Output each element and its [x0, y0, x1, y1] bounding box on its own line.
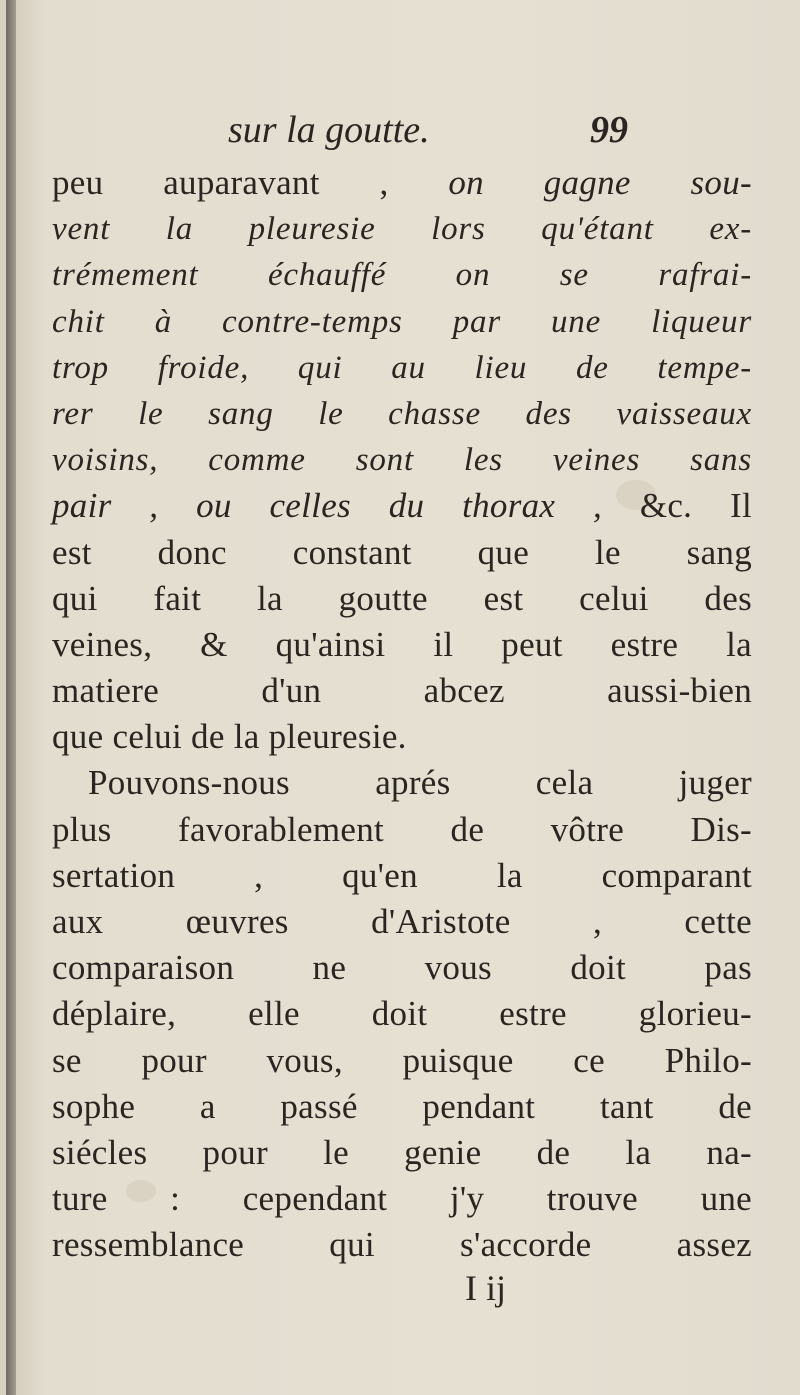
text-line: matiere d'un abcez aussi-bien [52, 671, 752, 711]
text-line: voisins, comme sont les veines sans [52, 442, 752, 479]
catchword-signature: I ij [465, 1268, 506, 1308]
text-line: veines, & qu'ainsi il peut estre la [52, 624, 752, 664]
text-line: est donc constant que le sang [52, 532, 752, 572]
text-line: vent la pleuresie lors qu'étant ex- [52, 211, 752, 248]
text-line: trop froide, qui au lieu de tempe- [52, 349, 752, 386]
text-line: ture : cependant j'y trouve une [52, 1179, 752, 1219]
page-header [60, 100, 800, 160]
text-line: que celui de la pleuresie. [52, 717, 407, 757]
page-number: 99 [590, 109, 628, 151]
text-line: comparaison ne vous doit pas [52, 948, 752, 988]
text-line: trémement échauffé on se rafrai- [52, 257, 752, 294]
text-line: se pour vous, puisque ce Philo- [52, 1040, 752, 1080]
text-line: plus favorablement de vôtre Dis- [52, 809, 752, 849]
page-gutter [6, 0, 16, 1395]
text-line: qui fait la goutte est celui des [52, 578, 752, 618]
text-line: pair , ou celles du thorax , &c. Il [52, 486, 752, 526]
text-line: déplaire, elle doit estre glorieu- [52, 994, 752, 1034]
text-line: chit à contre-temps par une liqueur [52, 303, 752, 340]
text-line: ressemblance qui s'accorde assez [52, 1225, 752, 1265]
body-text [52, 160, 752, 1269]
running-head: sur la goutte. [228, 109, 430, 151]
text-line: sophe a passé pendant tant de [52, 1086, 752, 1126]
text-line: aux œuvres d'Aristote , cette [52, 902, 752, 941]
text-line: siécles pour le genie de la na- [52, 1132, 752, 1172]
text-line: Pouvons-nous aprés cela juger [88, 763, 752, 803]
text-line: rer le sang le chasse des vaisseaux [52, 395, 752, 432]
text-line: sertation , qu'en la comparant [52, 855, 752, 895]
text-line: peu auparavant , on gagne sou- [52, 163, 752, 202]
